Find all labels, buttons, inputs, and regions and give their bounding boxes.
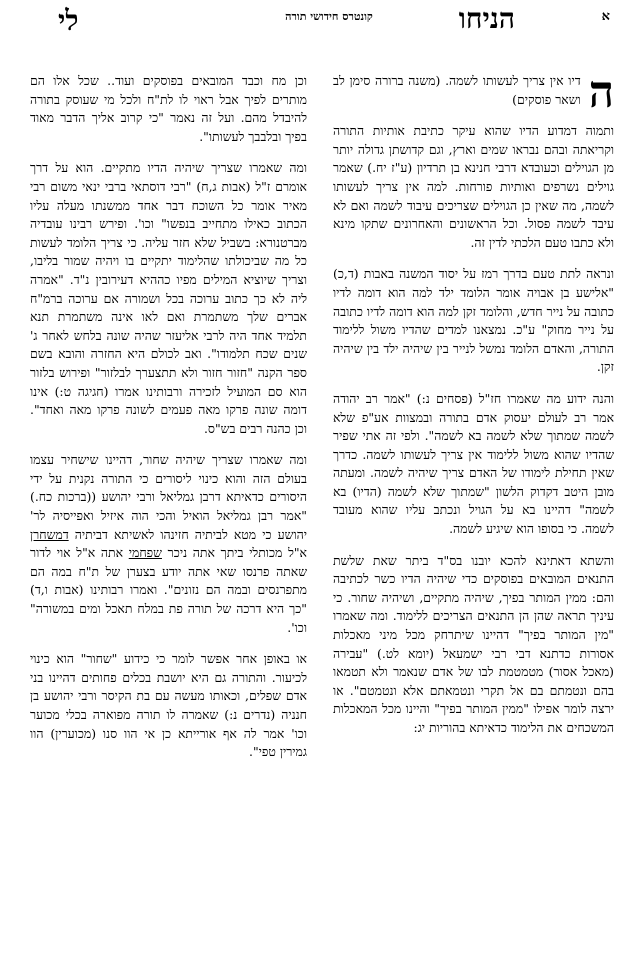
book-title: הניחו [458,2,515,35]
underlined-word: דמשחרן [30,526,69,542]
page-header [0,0,640,60]
book-subtitle: קונטרס חידושי תורה [285,10,373,23]
underlined-word: שפחמי [128,545,162,561]
paragraph-text: ומה שאמרו שצריך שיהיה שחור, דהיינו שישחיר עצמו בעולם הזה והוא כינוי ליסורים כי התורה נקנית על ידי היסורים כדאיתא דרבן גמליאל ורבי יהושע ((ברכות כח.) "אמר רבן גמליאל הואיל והכי הוה איזיל ואפייסיה לר' יהושע כי מטא לביתיה חזינהו לאשיתא דביתיה [30,452,307,542]
paragraph-text: אתה א"ל אוי לדור שאתה פרנסו שאי אתה יודע בצערן של ת"ח במה הם מתפרנסים ובמה הם נזונים". ואמרו רבותינו (אבות ו,ד) "כך היא דרכה של תורה פת במלח תאכל ומים במשורה" וכו'. [30,545,307,635]
opening-paragraph [333,72,614,118]
paragraph: והשתא דאתינא להכא יובנו בס"ד ביתר שאת שלשת התנאים המובאים בפוסקים כדי שיהיה הדיו כשר לכתיבה והם: ממין המותר בפיך, שיהיה מתקיים, ושיהיה שחור. כי עיניך תראה שהן הן התנאים הצריכים ללימוד. ומה שאמרו "מין המותר בפיך" דהיינו שיתרחק מכל מיני מאכלות אסורות כדתנא דבי רבי ישמעאל (יומא לט.) "עבירה (מאכל אסור) מטמטמת לבו של אדם שנאמר ולא תטמאו בהם ונטמתם בם אל תקרי ונטמאתם אלא ונטמטם". או ירצה לומר אפילו "ממין המותר בפיך" והיינו מכל המאכלות המשכחים את הלימוד כדאיתא בהוריות יג: [333,552,614,735]
right-column [333,72,614,944]
volume-label: לי [58,4,79,37]
paragraph [30,451,307,637]
paragraph: ומה שאמרו שצריך שיהיה הדיו מתקיים. הוא על דרך אומרם ז"ל (אבות ג,ח) "רבי דוסתאי ברבי ינאי משום רבי מאיר אומר כל השוכח דבר אחד ממשנתו מעלה עליו הכתוב כאילו מתחייב בנפשו" וכו'. ופירש רבינו עובדיה מברטנורא: בשביל שלא חזר עליה. כי צריך הלומד לעשות כל מה שביכולתו שהלימוד יתקיים בו ויהיה שמור בליבו, וצריך שיוציא המילים מפיו כההיא דעירובין נ"ד. "אמרה ליה לא כך כתוב ערוכה בכל ושמורה אם ערוכה ברמ"ח אברים שלך משתמרת ואם לאו אינה משתמרת תנא תלמיד אחד היה לרבי אליעזר שהיה שונה בלחש לאחר ג' שנים שכח תלמודו". ואב לכולם היא החזרה והובא בשם ספר הקנה "חזור חזור ולא תתצערך לבלזור" ופירוש בלזור הוא סם המועיל לזכירה ורבותינו אמרו (חגיגה ט:) אינו דומה שונה פרקו מאה פעמים לשונה פרקו מאה ואחד". וכן כהנה רבים בש"ס. [30,160,307,436]
paragraph-text: א"ל מכותלי ביתך אתה ניכר [167,545,307,561]
paragraph: והנה ידוע מה שאמרו חז"ל (פסחים נ:) "אמר רב יהודה אמר רב לעולם יעסוק אדם בתורה ובמצוות אע"פ שלא לשמה שמתוך שלא לשמה בא לשמה". ולפי זה אתי שפיר שהדיו שהוא משול ללימוד אין צריך לעשותו לשמה. כדרך שאין תחילת לימודו של האדם צריך שיהיה לשמה. ומעתה מובן היטב דקדוק הלשון "שמתוך שלא לשמה (הדיו) בא לשמה" דהיינו בא על הגויל ונכתב עליו שהוא מעובד לשמה. כי בסופו הוא שיגיע לשמה. [333,390,614,537]
page-letter: א [601,9,610,24]
paragraph: וכן מח וכבד המובאים בפוסקים ועוד.. שכל אלו הם מותרים לפיך אבל ראוי לו לת"ח ולכל מי שעוסק בתורה להיבדל מהם. ועל זה נאמר "כי קרוב אליך הדבר מאוד בפיך ובלבבך לעשותו". [30,73,307,144]
left-column [30,72,307,944]
paragraph: או באופן אחר אפשר לומר כי כידוע "שחור" הוא כינוי לכיעור. והתורה גם היא יושבת בכלים פחותים דהיינו בני אדם שפלים, וכאותו מעשה עם בת הקיסר ורבי יהושע בן חנניה (נדרים נ:) שאמרה לו תורה מפוארה בכלי מכוער וכו' אמר לה אף אורייתא כן אי הוו סנו (מכוערין) הוו גמירין טפי". [30,651,307,760]
opening-text: דיו אין צריך לעשותו לשמה. (משנה ברורה סימן לב ושאר פוסקים) [333,73,581,107]
paragraph: ותמוה דמדוע הדיו שהוא עיקר כתיבת אותיות התורה וקריאתה ובהם נבראו שמים וארץ, וגם קדושתן גדולה יותר מן הגוילים וכעובדא דרבי חנינא בן תרדיון (ע"ז יח.) שאמר גוילים נשרפים ואותיות פורחות. למה אין צריך לעשותו לשמה, מה שאין כן הגוילים שצריכים עיבוד לשמה ואם לא עיבד לשמה פסול. וכל הראשונים והאחרונים שתקו מינא ולא כתבו טעם הלכתי לדין זה. [333,123,614,250]
paragraph: ונראה לתת טעם בדרך רמז על יסוד המשנה באבות (ד,כ) "אלישע בן אבויה אומר הלומד ילד למה הוא דומה לדיו כתובה על נייר חדש, והלומד זקן למה הוא דומה לדיו כתובה על נייר מחוק" ע"כ. נמצאנו למדים שהדיו משול ללימוד התורה, והאדם הלומד נמשל לנייר בין שיהיה ילד בין שיהיה זקן. [333,266,614,375]
drop-cap: ה [588,72,614,118]
